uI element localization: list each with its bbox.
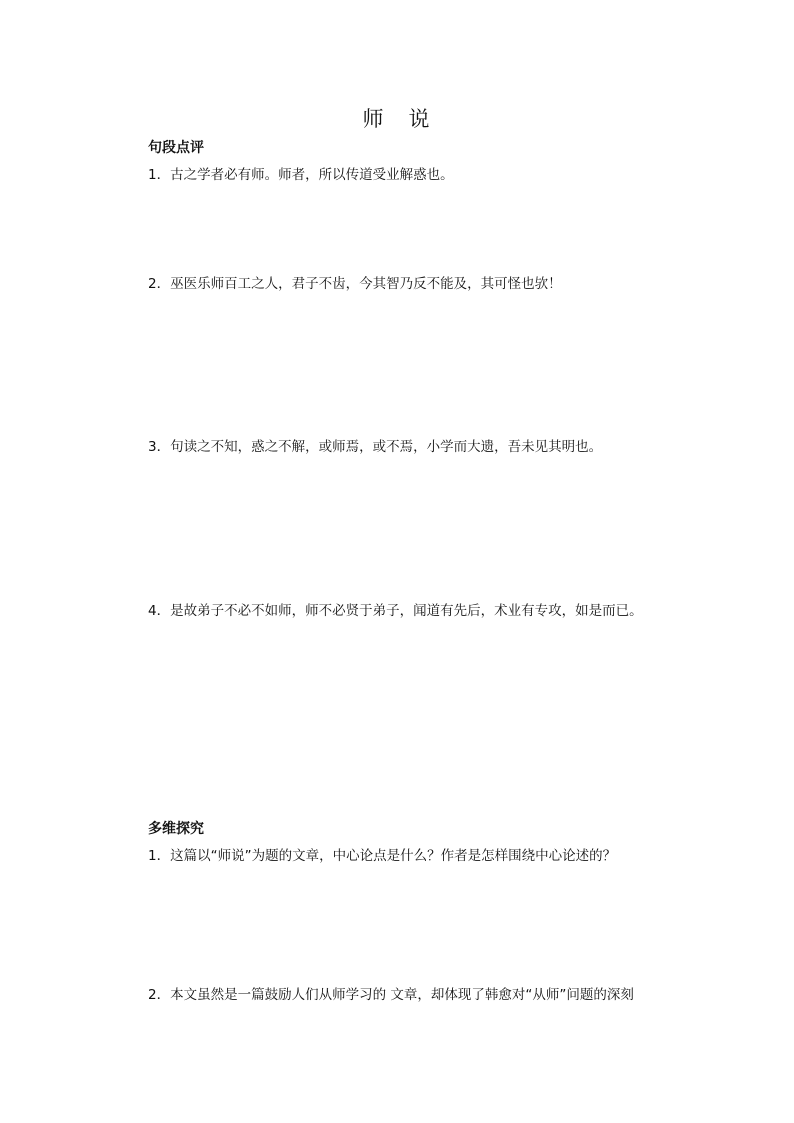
question-item: 2．巫医乐师百工之人，君子不齿，今其智乃反不能及，其可怪也欤！ [148, 276, 562, 292]
section-heading-exploration: 多维探究 [148, 821, 204, 837]
document-title: 师 说 [362, 107, 432, 131]
question-item: 2．本文虽然是一篇鼓励人们从师学习的 文章，却体现了韩愈对“从师”问题的深刻 [148, 987, 634, 1003]
question-item: 4．是故弟子不必不如师，师不必贤于弟子，闻道有先后，术业有专攻，如是而已。 [148, 603, 643, 619]
question-item: 1．这篇以“师说”为题的文章，中心论点是什么？作者是怎样围绕中心论述的？ [148, 848, 617, 864]
section-heading-comments: 句段点评 [148, 140, 204, 156]
question-item: 3．句读之不知，惑之不解，或师焉，或不焉，小学而大遗，吾未见其明也。 [148, 439, 603, 455]
question-item: 1．古之学者必有师。师者，所以传道受业解惑也。 [148, 167, 454, 183]
